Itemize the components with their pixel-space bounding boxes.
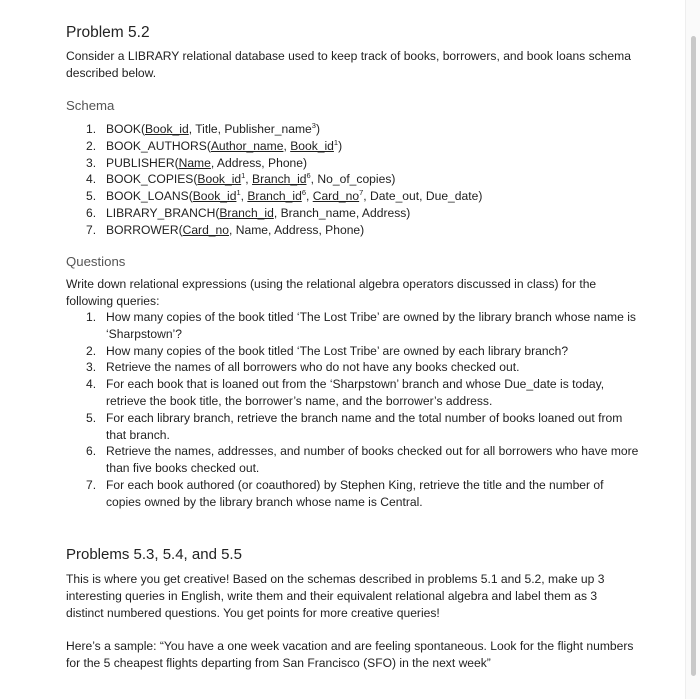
schema-item: 6. LIBRARY_BRANCH(Branch_id, Branch_name, Address): [86, 205, 411, 220]
foreign-key-reference: 1: [236, 188, 241, 198]
question-number: 4.: [86, 377, 97, 392]
section2-title: Problems 5.3, 5.4, and 5.5: [66, 546, 242, 563]
relation-name: BORROWER: [106, 222, 179, 237]
schema-item-number: 2.: [86, 138, 97, 153]
key-attribute: Book_id: [192, 189, 237, 204]
intro-paragraph: Consider a LIBRARY relational database used to keep track of books, borrowers, and book loans schema described below.: [66, 49, 631, 80]
question-item: [66, 309, 641, 343]
relation-name: PUBLISHER: [106, 155, 175, 170]
attribute: Due_date: [425, 189, 479, 204]
attribute: Title: [195, 122, 218, 136]
foreign-key-reference: 3: [311, 121, 316, 130]
problem-title: Problem 5.2: [66, 24, 150, 41]
schema-item: 7. BORROWER(Card_no, Name, Address, Phone): [86, 222, 365, 237]
questions-intro: Write down relational expressions (using the relational algebra operators discussed in class) for the following queries:: [66, 277, 597, 308]
question-number: 3.: [86, 360, 97, 375]
question-item: [66, 443, 641, 477]
question-item: [66, 410, 641, 444]
key-attribute: Card_no: [182, 222, 229, 237]
attribute: Date_out: [370, 189, 420, 204]
attribute: Phone: [268, 155, 304, 170]
relation-name: BOOK: [106, 122, 141, 136]
scrollbar-thumb[interactable]: [691, 36, 696, 676]
sample-paragraph: Here’s a sample: “You have a one week vacation and are feeling spontaneous. Look for the flight numbers for the 5 cheapest flights departing from San Francisco (SFO) in the next week”: [66, 639, 634, 670]
key-attribute: Card_no: [312, 189, 360, 204]
foreign-key-reference: 1: [241, 171, 246, 181]
questions-list: [66, 309, 641, 511]
attribute: Name: [235, 222, 268, 237]
question-text: How many copies of the book titled ‘The Lost Tribe’ are owned by the library branch whose name is ‘Sharpstown’?: [106, 310, 636, 341]
attribute: No_of_copies: [317, 172, 392, 187]
key-attribute: Book_id: [144, 122, 189, 136]
foreign-key-reference: 6: [306, 171, 311, 181]
key-attribute: Book_id: [290, 138, 334, 153]
key-attribute: Book_id: [197, 172, 242, 187]
schema-item-number: 7.: [86, 222, 97, 237]
question-item: [66, 477, 641, 511]
question-item: [66, 359, 641, 376]
key-attribute: Name: [178, 155, 211, 170]
schema-item-number: 5.: [86, 189, 97, 204]
schema-heading: Schema: [66, 98, 115, 113]
schema-item: 5. $BOOK\_LOANS(Book\_id^1$, $Branch\_id^6$, $Card\_no^7$, Date_out, Due_date): [86, 188, 483, 204]
schema-item: 2. BOOK_AUTHORS(Author_name, $Book\_id^1$): [86, 137, 343, 153]
key-attribute: Branch_id: [252, 172, 307, 187]
scrollbar-track[interactable]: [685, 0, 700, 699]
schema-item-number: 4.: [86, 172, 97, 187]
schema-item-number: 1.: [86, 122, 97, 136]
question-text: For each book authored (or coauthored) by Stephen King, retrieve the title and the number of copies owned by the library branch whose name is Central.: [106, 477, 604, 509]
question-item: [66, 343, 641, 360]
question-number: 5.: [86, 410, 97, 425]
schema-item: 3. PUBLISHER(Name, Address, Phone): [86, 155, 308, 170]
foreign-key-reference: 7: [359, 188, 364, 198]
relation-name: BOOK_COPIES: [106, 172, 194, 187]
question-number: 6.: [86, 444, 97, 459]
foreign-key-reference: 6: [301, 188, 306, 198]
schema-item: 4. $BOOK\_COPIES(Book\_id^1$, $Branch\_id^6$, No_of_copies): [86, 171, 396, 187]
question-number: 1.: [86, 310, 97, 324]
attribute: Address: [274, 222, 319, 237]
schema-item-number: 6.: [86, 205, 97, 220]
schema-item-number: 3.: [86, 155, 97, 170]
attribute: Address: [216, 155, 262, 170]
relation-name: BOOK_LOANS: [106, 189, 189, 204]
schema-item: 1. BOOK(Book_id, Title, Publisher_name$^3$): [86, 121, 320, 136]
relation-name: LIBRARY_BRANCH: [106, 205, 216, 220]
question-text: For each library branch, retrieve the branch name and the total number of books loaned out from that branch.: [106, 410, 623, 442]
question-item: [66, 376, 641, 410]
foreign-key-reference: 1: [333, 137, 339, 147]
attribute: Phone: [325, 222, 361, 237]
schema-list: [66, 121, 646, 239]
section2-paragraph: This is where you get creative! Based on the schemas described in problems 5.1 and 5.2, make up 3 interesting queries in English, write them and their equivalent relational algebra and label them as 3 distinct numbered questions. You get points for more creative queries!: [66, 572, 605, 620]
key-attribute: Branch_id: [247, 189, 302, 204]
question-number: 2.: [86, 343, 97, 358]
question-number: 7.: [86, 477, 97, 492]
question-text: For each book that is loaned out from the ‘Sharpstown’ branch and whose Due_date is today, retrieve the book title, the borrower’s name, and the borrower’s address.: [106, 377, 605, 408]
key-attribute: Branch_id: [219, 205, 274, 220]
question-text: Retrieve the names of all borrowers who do not have any books checked out.: [106, 360, 520, 375]
question-text: Retrieve the names, addresses, and number of books checked out for all borrowers who have more than five books checked out.: [106, 444, 639, 476]
attribute: Address: [361, 205, 407, 220]
relation-name: BOOK_AUTHORS: [106, 138, 207, 153]
attribute: Branch_name: [280, 205, 356, 220]
key-attribute: Author_name: [210, 138, 284, 153]
attribute: Publisher_name: [224, 122, 312, 136]
question-text: How many copies of the book titled ‘The Lost Tribe’ are owned by each library branch?: [106, 343, 569, 358]
questions-heading: Questions: [66, 254, 126, 269]
